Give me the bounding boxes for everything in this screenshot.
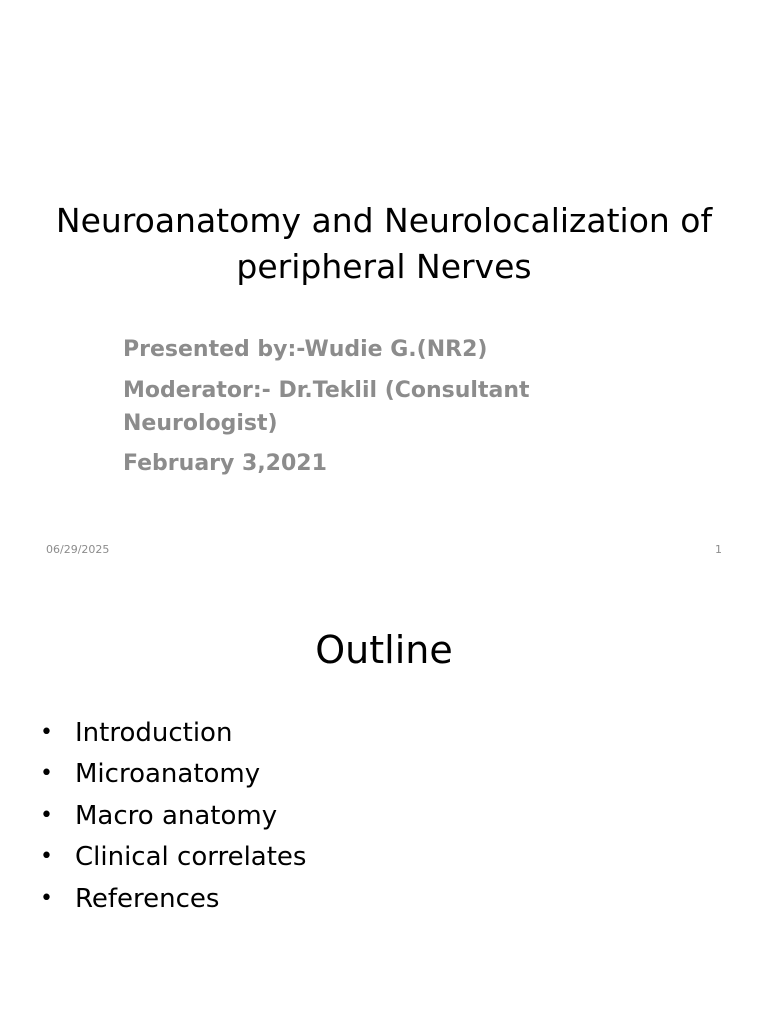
presentation-date: February 3,2021 xyxy=(123,451,327,476)
list-item xyxy=(40,837,306,879)
outline-list xyxy=(40,712,306,920)
moderator-line: Moderator:- Dr.Teklil (Consultant Neurologist) xyxy=(123,378,530,436)
bullet-icon: • xyxy=(40,719,53,745)
list-item xyxy=(40,754,306,796)
slide-page-number: 1 xyxy=(715,543,722,556)
list-item-label: Clinical correlates xyxy=(75,842,307,873)
presenter-line: Presented by:-Wudie G.(NR2) xyxy=(123,337,488,362)
bullet-icon: • xyxy=(40,761,53,787)
list-item-label: Introduction xyxy=(75,717,233,748)
list-item-label: Microanatomy xyxy=(75,759,261,790)
bullet-icon: • xyxy=(40,802,53,828)
list-item xyxy=(40,712,306,754)
subtitle-block xyxy=(123,334,543,488)
list-item xyxy=(40,878,306,920)
bullet-icon: • xyxy=(40,885,53,911)
outline-slide xyxy=(0,576,768,1024)
bullet-icon: • xyxy=(40,844,53,870)
list-item-label: References xyxy=(75,883,220,914)
slide-footer-date: 06/29/2025 xyxy=(46,543,110,556)
presentation-title: Neuroanatomy and Neurolocalization of peripheral Nerves xyxy=(55,201,713,286)
outline-title: Outline xyxy=(315,628,453,672)
list-item-label: Macro anatomy xyxy=(75,800,278,831)
list-item xyxy=(40,795,306,837)
